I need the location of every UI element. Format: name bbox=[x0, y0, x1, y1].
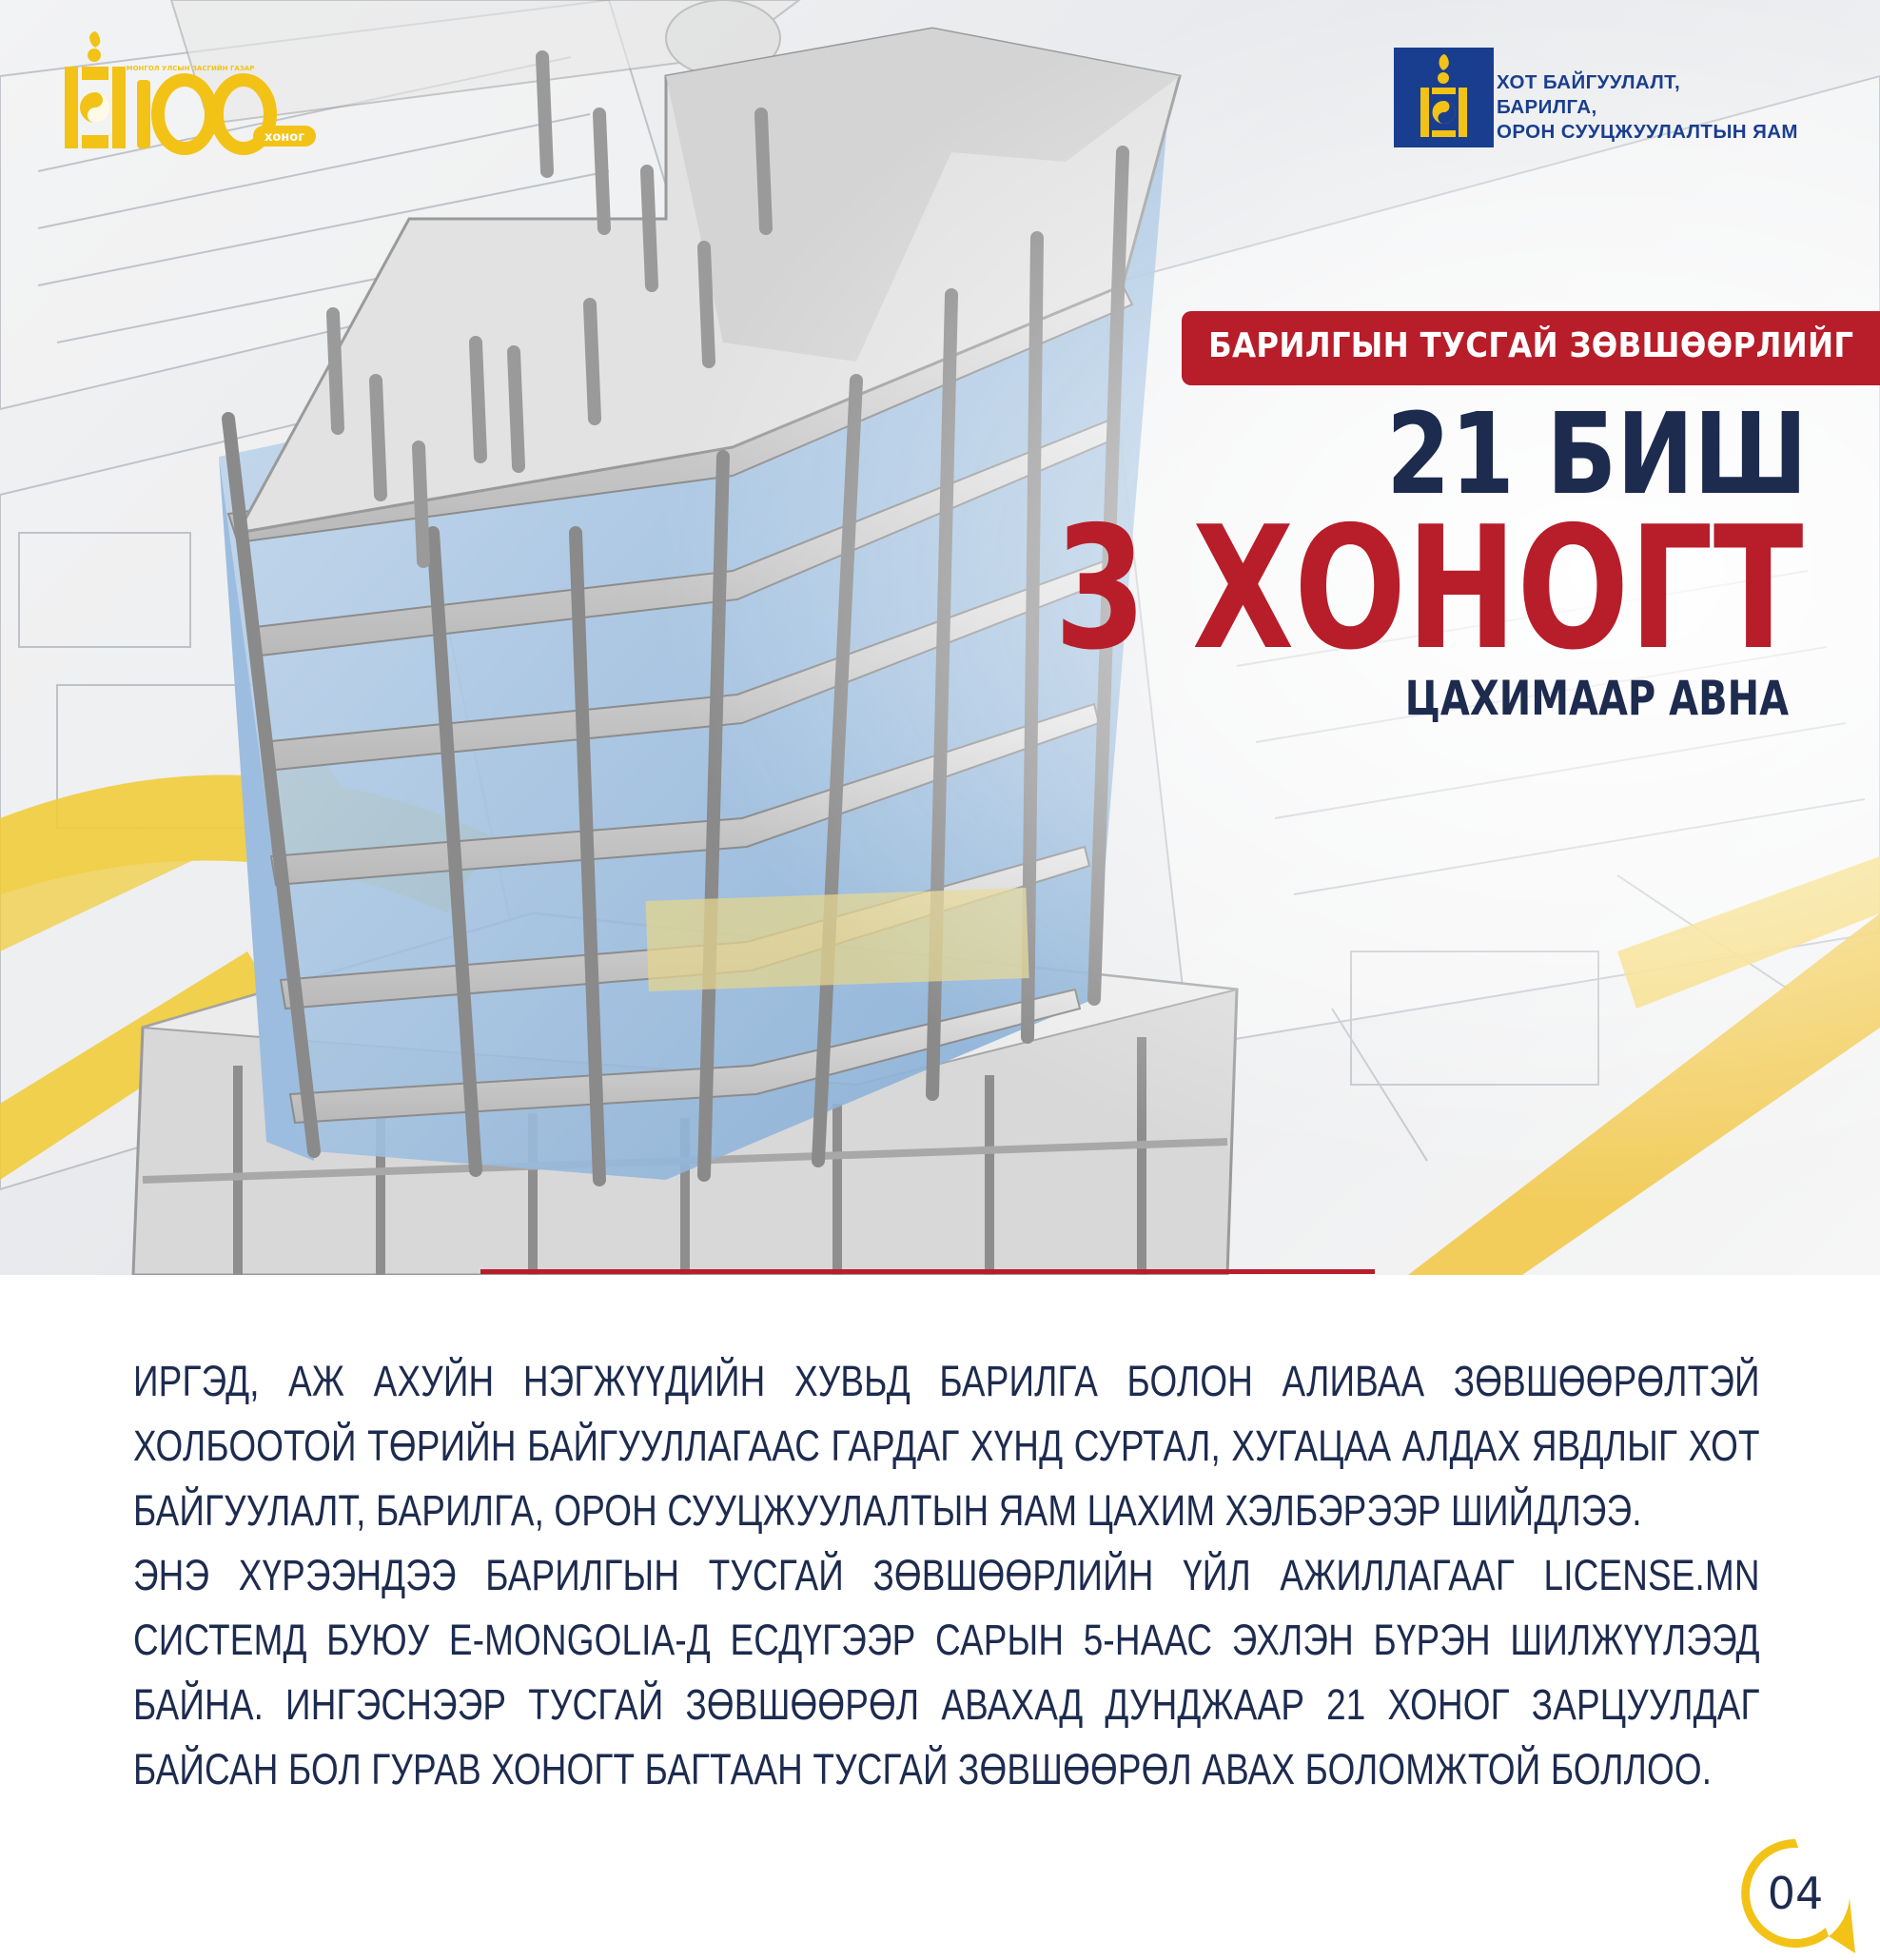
red-divider bbox=[480, 1269, 1375, 1274]
ministry-logo bbox=[1394, 48, 1851, 147]
ministry-name-line-3: ОРОН СУУЦЖУУЛАЛТЫН ЯАМ bbox=[1497, 121, 1798, 143]
article-body bbox=[133, 1349, 1760, 1802]
logo-sublabel: хоног bbox=[264, 130, 305, 145]
soyombo-emblem-icon bbox=[1394, 48, 1494, 147]
ribbon-text: БАРИЛГЫН ТУСГАЙ ЗӨВШӨӨРЛИЙГ bbox=[1208, 326, 1854, 365]
100-days-emblem-icon bbox=[57, 27, 323, 160]
ministry-name-line-1: ХОТ БАЙГУУЛАЛТ, bbox=[1497, 71, 1681, 93]
headline-line-1: 21 БИШ bbox=[1386, 388, 1808, 519]
ministry-name-line-2: БАРИЛГА, bbox=[1497, 96, 1597, 118]
headline-line-2: 3 ХОНОГТ bbox=[1054, 490, 1804, 687]
logo-caption: МОНГОЛ УЛСЫН ЗАСГИЙН ГАЗАР bbox=[126, 65, 255, 72]
paragraph-1: ИРГЭД, АЖ АХУЙН НЭГЖҮҮДИЙН ХУВЬД БАРИЛГА БОЛОН АЛИВАА ЗӨВШӨӨРӨЛТЭЙ ХОЛБООТОЙ ТӨРИЙН БАЙГУУЛЛАГААС ГАРДАГ ХҮНД СУРТАЛ, ХУГАЦАА АЛДАХ ЯВДЛЫГ ХОТ БАЙГУУЛАЛТ, БАРИЛГА, ОРОН СУУЦЖУУЛАЛТЫН ЯАМ ЦАХИМ ХЭЛБЭРЭЭР ШИЙДЛЭЭ. bbox=[133, 1357, 1760, 1535]
100-days-logo bbox=[57, 27, 323, 160]
headline-ribbon bbox=[1182, 311, 1880, 385]
page-number-badge bbox=[1733, 1832, 1857, 1955]
page-number: 04 bbox=[1767, 1868, 1824, 1919]
ministry-name bbox=[1497, 70, 1849, 145]
paragraph-2: ЭНЭ ХҮРЭЭНДЭЭ БАРИЛГЫН ТУСГАЙ ЗӨВШӨӨРЛИЙН ҮЙЛ АЖИЛЛАГААГ LICENSE.MN СИСТЕМД БУЮУ E-MONGOLIA-Д ЕСДҮГЭЭР САРЫН 5-НААС ЭХЛЭН БҮРЭН ШИЛЖҮҮЛЭЭД БАЙНА. ИНГЭСНЭЭР ТУСГАЙ ЗӨВШӨӨРӨЛ АВАХАД ДУНДЖААР 21 ХОНОГ ЗАРЦУУЛДАГ БАЙСАН БОЛ ГУРАВ ХОНОГТ БАГТААН ТУСГАЙ ЗӨВШӨӨРӨЛ АВАХ БОЛОМЖТОЙ БОЛЛОО. bbox=[133, 1551, 1760, 1793]
headline-line-3: ЦАХИМААР АВНА bbox=[1404, 671, 1789, 726]
